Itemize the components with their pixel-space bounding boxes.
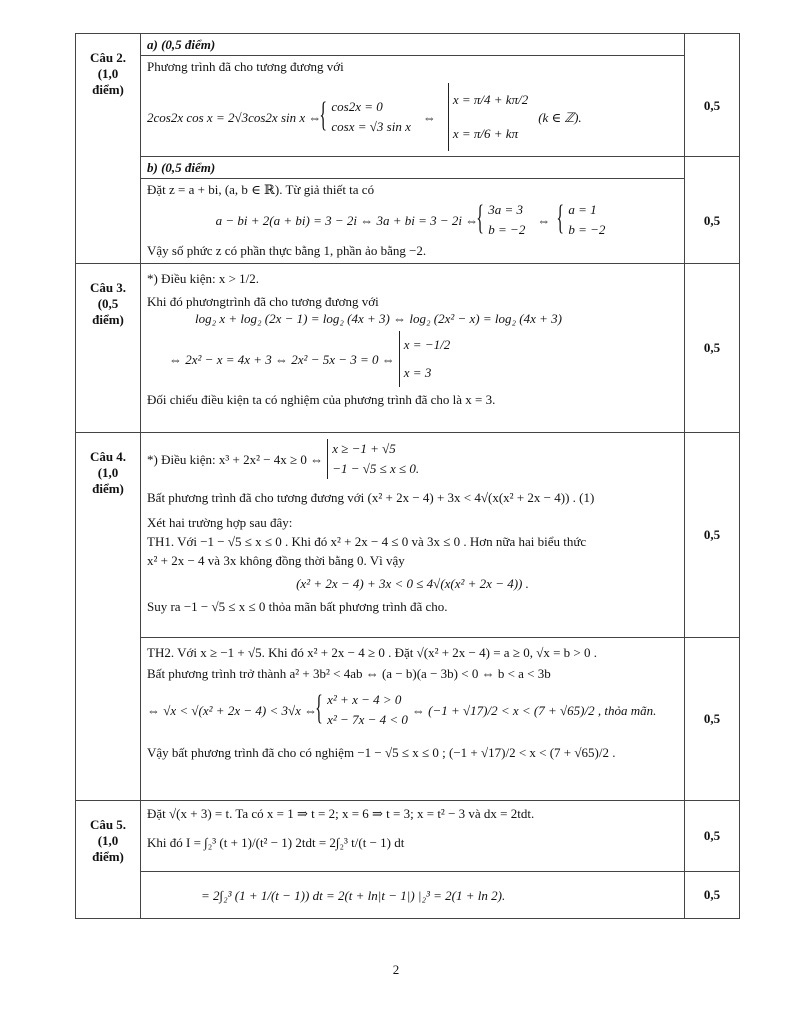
cau5-line3: = 2∫₂³ (1 + 1/(t − 1)) dt = 2(t + ln|t − 1|) |₂³ = 2(1 + ln 2).	[201, 887, 506, 903]
cau2-a-score: 0,5	[685, 56, 740, 157]
answer-table	[75, 33, 740, 919]
cau2-b-body	[141, 179, 685, 264]
cau2-b-score: 0,5	[685, 179, 740, 264]
cau4-th2-c-block	[147, 690, 678, 730]
cau3-eq2: ⇔ 2x² − x = 4x + 3 ⇔ 2x² − 5x − 3 = 0 ⇔	[169, 351, 395, 367]
cau5-label: Câu 5. (1,0 điểm)	[76, 801, 141, 919]
cau2-a-body-row	[76, 56, 740, 157]
cau2-b-header: b) (0,5 điểm)	[141, 157, 685, 179]
cau4-th1-d: Suy ra −1 − √5 ≤ x ≤ 0 thỏa mãn bất phương trình đã cho.	[147, 599, 448, 614]
cau3-body	[141, 264, 685, 433]
cau4-th2-system	[321, 690, 408, 730]
cau4-condition-cases	[327, 439, 419, 479]
cau3-condition: *) Điều kiện: x > 1/2.	[147, 271, 260, 286]
cau3-sol-line1: x = −1/2	[403, 337, 451, 352]
cau2-b-system1	[482, 200, 525, 240]
cau4-condition: *) Điều kiện: x³ + 2x² − 4x ≥ 0 ⇔	[147, 451, 324, 467]
cau4-cond-line2: −1 − √5 ≤ x ≤ 0.	[332, 461, 420, 476]
cau2-a-sys-line2: cosx = √3 sin x	[331, 119, 411, 134]
cau3-eq1: log₂ x + log₂ (2x − 1) = log₂ (4x + 3) ⇔ log₂ (2x² − x) = log₂ (4x + 3)	[195, 311, 562, 326]
cau5-score1: 0,5	[685, 801, 740, 872]
cau2-a-arrow: ⇔	[422, 109, 436, 125]
cau4-label: Câu 4. (1,0 điểm)	[76, 433, 141, 801]
cau2-a-header-row	[76, 34, 740, 56]
cau2-a-header-score	[685, 34, 740, 56]
cau2-b-header-row	[76, 157, 740, 179]
cau4-th2-d: Vậy bất phương trình đã cho có nghiệm −1 − √5 ≤ x ≤ 0 ; (−1 + √17)/2 < x < (7 + √65)/2 .	[147, 745, 616, 760]
cau3-solutions	[399, 331, 450, 387]
cau3-score: 0,5	[685, 264, 740, 433]
cau4-inequality: Bất phương trình đã cho tương đương với (x² + 2x − 4) + 3x < 4√(x(x² + 2x − 4)) . (1)	[147, 490, 595, 505]
cau4-condition-block	[147, 439, 678, 479]
cau4-th2-body	[141, 638, 685, 801]
page-number: 2	[392, 962, 400, 977]
cau4-th1-row	[76, 433, 740, 638]
cau4-cond-line1: x ≥ −1 + √5	[332, 441, 396, 456]
cau5-line2: Khi đó I = ∫₂³ (t + 1)/(t² − 1) 2tdt = 2∫₂³ t/(t − 1) dt	[147, 835, 405, 850]
cau4-score1: 0,5	[685, 433, 740, 638]
cau4-th2-b: Bất phương trình trở thành a² + 3b² < 4ab ⇔ (a − b)(a − 3b) < 0 ⇔ b < a < 3b	[147, 666, 551, 681]
cau2-a-eq-left: 2cos2x cos x = 2√3cos2x sin x ⇔	[147, 109, 322, 125]
cau4-th1-b: x² + 2x − 4 và 3x không đồng thời bằng 0. Vì vậy	[147, 553, 405, 568]
cau2-label: Câu 2. (1,0 điểm)	[76, 34, 141, 264]
cau2-a-equation	[147, 83, 678, 151]
cau3-conclusion: Đối chiếu điều kiện ta có nghiệm của phương trình đã cho là x = 3.	[147, 392, 496, 407]
cau3-intro: Khi đó phươngtrình đã cho tương đương với	[147, 294, 379, 309]
cau2-a-k-condition: (k ∈ ℤ).	[538, 109, 582, 125]
cau2-b-system2	[562, 200, 605, 240]
cau2-b-body-row	[76, 179, 740, 264]
cau2-a-system	[325, 97, 410, 137]
cau2-a-sol-line1: x = π/4 + kπ/2	[452, 92, 529, 107]
cau4-th2-c-left: ⇔ √x < √(x² + 2x − 4) < 3√x ⇔	[147, 702, 318, 718]
cau4-th2-sys-line2: x² − 7x − 4 < 0	[327, 712, 408, 727]
cau5-row2	[76, 872, 740, 919]
cau2-a-header: a) (0,5 điểm)	[141, 34, 685, 56]
cau3-label: Câu 3. (0,5 điểm)	[76, 264, 141, 433]
cau3-eq2-block	[147, 331, 678, 387]
cau4-th1-c: (x² + 2x − 4) + 3x < 0 ≤ 4√(x(x² + 2x − 4)) .	[296, 576, 529, 591]
cau4-th2-sys-line1: { x² + x − 4 > 0	[327, 692, 402, 707]
cau2-a-body	[141, 56, 685, 157]
cau5-body1	[141, 801, 685, 872]
cau2-b-intro: Đặt z = a + bi, (a, b ∈ ℝ). Từ giả thiết ta có	[147, 182, 375, 197]
cau2-b-sys1-line1: { 3a = 3	[488, 202, 524, 217]
cau2-b-sys2-line2: b = −2	[568, 222, 606, 237]
cau2-a-intro: Phương trình đã cho tương đương với	[147, 59, 344, 74]
cau2-b-conclusion: Vậy số phức z có phần thực bằng 1, phần ảo bằng −2.	[147, 243, 427, 258]
cau2-a-sys-line1: { cos2x = 0	[331, 99, 383, 114]
cau2-b-equation	[147, 200, 678, 240]
cau5-row1	[76, 801, 740, 872]
cau2-a-solutions	[448, 83, 528, 151]
cau4-th2-row	[76, 638, 740, 801]
cau4-th1-a: TH1. Với −1 − √5 ≤ x ≤ 0 . Khi đó x² + 2x − 4 ≤ 0 và 3x ≤ 0 . Hơn nữa hai biểu thức	[147, 534, 587, 549]
cau2-b-sys2-line1: { a = 1	[568, 202, 597, 217]
cau4-th1-body	[141, 433, 685, 638]
cau4-cases-intro: Xét hai trường hợp sau đây:	[147, 515, 293, 530]
cau5-score2: 0,5	[685, 872, 740, 919]
cau5-body2	[141, 872, 685, 919]
cau2-b-sys1-line2: b = −2	[488, 222, 526, 237]
cau3-row	[76, 264, 740, 433]
cau4-score2: 0,5	[685, 638, 740, 801]
cau4-th2-c-right: ⇔ (−1 + √17)/2 < x < (7 + √65)/2 , thỏa mãn.	[411, 702, 657, 718]
cau4-th2-a: TH2. Với x ≥ −1 + √5. Khi đó x² + 2x − 4 ≥ 0 . Đặt √(x² + 2x − 4) = a ≥ 0, √x = b > 0 .	[147, 645, 598, 660]
cau2-b-header-score	[685, 157, 740, 179]
cau2-b-arrow: ⇔	[537, 212, 551, 228]
cau2-a-sol-line2: x = π/6 + kπ	[452, 126, 519, 141]
cau3-sol-line2: x = 3	[403, 365, 432, 380]
cau5-line1: Đặt √(x + 3) = t. Ta có x = 1 ⇒ t = 2; x = 6 ⇒ t = 3; x = t² − 3 và dx = 2tdt.	[147, 806, 535, 821]
cau2-b-eq: a − bi + 2(a + bi) = 3 − 2i ⇔ 3a + bi = 3 − 2i ⇔	[215, 212, 479, 228]
